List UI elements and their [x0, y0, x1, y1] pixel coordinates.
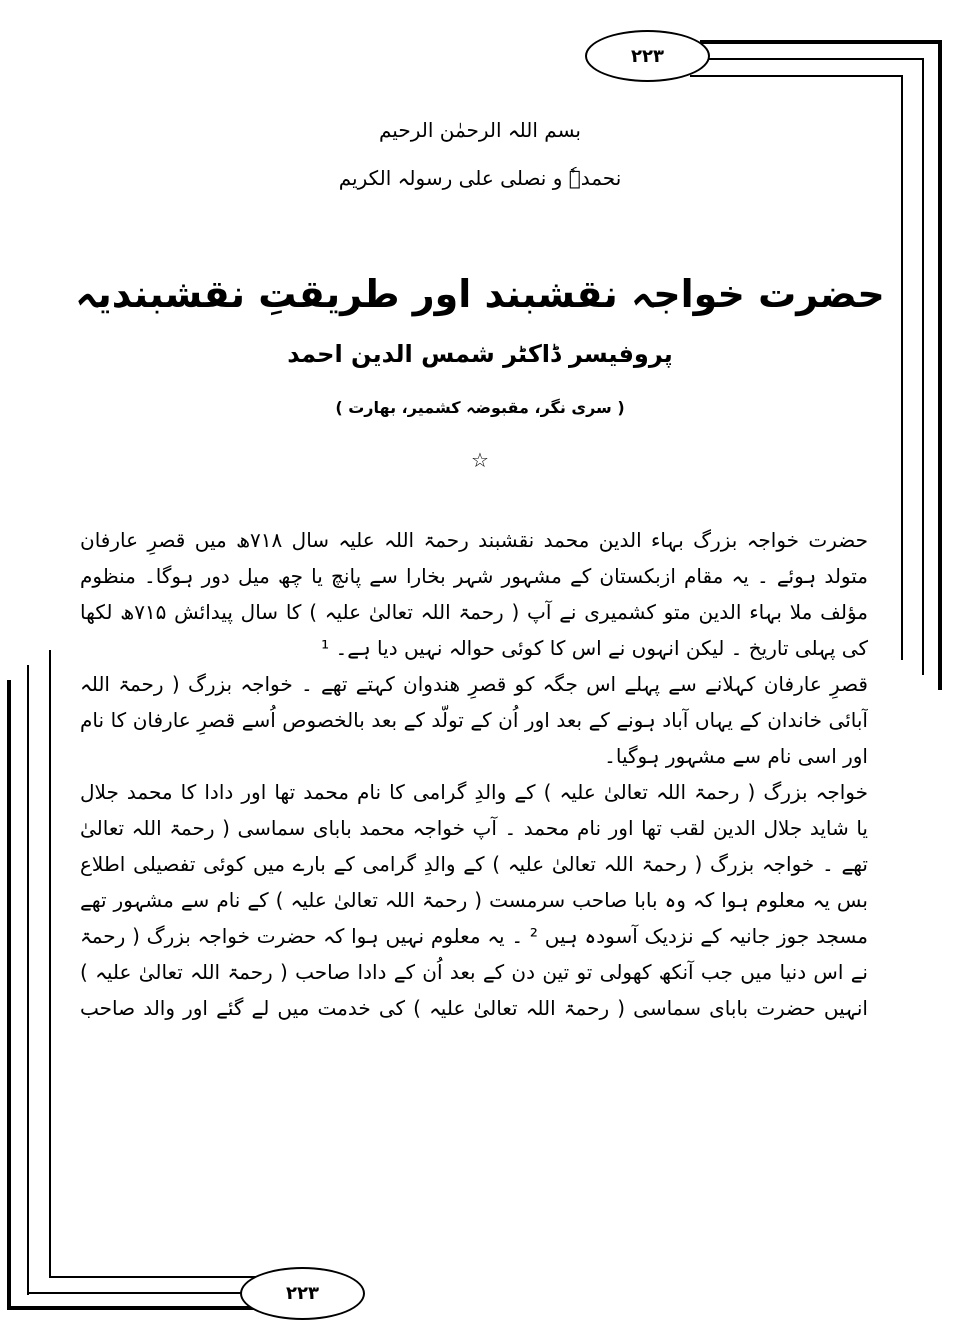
body-text-line: بس یہ معلوم ہوا کہ وہ بابا صاحب سرمست ( رحمۃ اللہ تعالیٰ علیہ ) کے نام سے مشہور تھے [80, 888, 868, 912]
border-line [49, 650, 51, 1278]
author-name: پروفیسر ڈاکٹر شمس الدین احمد [287, 340, 673, 368]
body-text-line: مؤلف ملا بہاء الدین متو کشمیری نے آپ ( رحمۃ اللہ تعالیٰ علیہ ) کا سال پیدائش ۷۱۵ھ لکھا [80, 600, 868, 624]
star-separator-icon: ☆ [471, 448, 489, 472]
border-line [7, 680, 11, 1310]
body-text-line: مسجد جوز جانیہ کے نزدیک آسودہ ہیں ² ۔ یہ معلوم نہیں ہوا کہ حضرت خواجہ بزرگ ( رحمۃ [80, 924, 868, 948]
body-text-line: اور اسی نام سے مشہور ہوگیا۔ [604, 744, 868, 768]
border-line [49, 1276, 259, 1278]
article-body [80, 522, 868, 1026]
border-line [690, 75, 903, 77]
bismillah: بسم اللہ الرحمٰن الرحیم [378, 118, 581, 142]
body-text-line: آبائی خاندان کے یہاں آباد ہونے کے بعد اور اُن کے تولّد کے بعد بالخصوص اُسے قصرِ عارفان کا نام [80, 708, 868, 732]
author-location: ( سری نگر، مقبوضہ کشمیر، بھارت ) [335, 398, 625, 417]
body-text-line: یا شاید جلال الدین لقب تھا اور نام محمد ۔ آپ خواجہ محمد بابای سماسی ( رحمۃ اللہ تعالیٰ [80, 816, 868, 840]
body-text-line: کی پہلی تاریخ ۔ لیکن انہوں نے اس کا کوئی حوالہ نہیں دیا ہے۔ ¹ [321, 636, 868, 660]
border-line [27, 665, 29, 1295]
page-title: حضرت خواجہ نقشبند اور طریقتِ نقشبندیہ [75, 272, 885, 316]
body-text-line: قصرِ عارفان کہلانے سے پہلے اس جگہ کو قصرِ ھندوان کہتے تھے ۔ خواجہ بزرگ ( رحمۃ اللہ [80, 672, 868, 696]
page-number-bottom: ۲۲۳ [240, 1267, 365, 1320]
body-text-line: تھے ۔ خواجہ بزرگ ( رحمۃ اللہ تعالیٰ علیہ ) کے والدِ گرامی کے بارے میں کوئی تفصیلی اطلاع [80, 852, 868, 876]
border-line [27, 1292, 247, 1294]
border-line [7, 1306, 257, 1310]
border-line [700, 58, 924, 60]
body-text-line: حضرت خواجہ بزرگ بہاء الدین محمد نقشبند رحمۃ اللہ علیہ سال ۷۱۸ھ میں قصرِ عارفان [80, 528, 868, 552]
border-line [700, 40, 942, 44]
body-text-line: نے اس دنیا میں جب آنکھ کھولی تو تین دن کے بعد اُن کے دادا صاحب ( رحمۃ اللہ تعالیٰ علیہ ) [80, 960, 868, 984]
page-number-top: ۲۲۳ [585, 30, 710, 82]
invocation: نحمدہٗ و نصلی علی رسولہ الکریم [338, 166, 622, 190]
body-text-line: خواجہ بزرگ ( رحمۃ اللہ تعالیٰ علیہ ) کے والدِ گرامی کا نام محمد تھا اور دادا کا محمد جلال [80, 780, 868, 804]
body-text-line: انہیں حضرت بابای سماسی ( رحمۃ اللہ تعالیٰ علیہ ) کی خدمت میں لے گئے اور والد صاحب [80, 996, 868, 1020]
body-text-line: متولد ہوئے ۔ یہ مقام ازبکستان کے مشہور شہر بخارا سے پانچ یا چھ میل دور ہوگا۔ منظوم [80, 564, 868, 588]
